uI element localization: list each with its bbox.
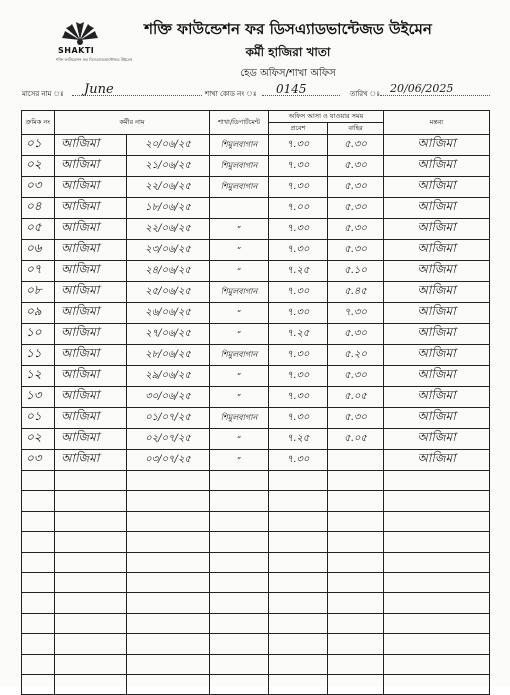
serial-cell: ১২ [22,366,55,387]
serial-cell [22,674,55,694]
name-cell: আজিমা [55,198,127,219]
exit-time-cell [328,674,384,694]
date-cell: ০১/০৭/২৫ [127,408,210,429]
branch-cell [210,613,269,633]
entry-time-cell [269,654,328,674]
branch-cell: ” [210,450,269,471]
date-cell [127,674,210,694]
table-row [22,240,490,261]
entry-time-cell: ৭.৩০ [269,156,328,177]
exit-time-cell [328,634,384,654]
name-cell: আজিমা [55,450,127,471]
exit-time-cell [328,654,384,674]
remarks-cell: আজিমা [384,303,490,324]
branch-cell: ” [210,429,269,450]
branch-cell: শিমুলবাগান [210,177,269,198]
entry-time-cell: ৭.৩০ [269,177,328,198]
name-cell: আজিমা [55,408,127,429]
table-row [22,593,490,613]
table-row [22,156,490,177]
date-label: তারিখ ঃ [350,90,380,98]
name-cell [55,654,127,674]
date-cell: ২৬/০৬/২৫ [127,303,210,324]
serial-cell [22,471,55,491]
month-label: মাসের নাম ঃ [22,90,64,98]
serial-cell [22,634,55,654]
branch-cell [210,674,269,694]
attendance-table [21,110,490,695]
remarks-cell [384,613,490,633]
remarks-cell [384,674,490,694]
table-row [22,613,490,633]
name-cell: আজিমা [55,156,127,177]
remarks-cell [384,511,490,531]
name-cell [55,593,127,613]
entry-time-cell [269,471,328,491]
name-cell [55,491,127,511]
entry-time-cell: ৭.৩০ [269,345,328,366]
date-cell: ২৪/০৬/২৫ [127,261,210,282]
header-name: কর্মীর নাম [55,111,210,135]
serial-cell: ০৯ [22,303,55,324]
entry-time-cell [269,511,328,531]
branch-cell [210,491,269,511]
date-cell: ২৮/০৬/২৫ [127,345,210,366]
branch-cell [210,654,269,674]
date-cell: ২৩/০৬/২৫ [127,240,210,261]
entry-time-cell: ৭.৩০ [269,387,328,408]
remarks-cell [384,654,490,674]
branch-cell [210,511,269,531]
remarks-cell: আজিমা [384,198,490,219]
table-row [22,674,490,694]
remarks-cell: আজিমা [384,282,490,303]
serial-cell: ০২ [22,429,55,450]
entry-time-cell [269,532,328,552]
date-cell: ০২/০৭/২৫ [127,429,210,450]
name-cell [55,532,127,552]
exit-time-cell [328,593,384,613]
table-row [22,261,490,282]
exit-time-cell [328,450,384,471]
branch-cell: শিমুলবাগান [210,345,269,366]
remarks-cell: আজিমা [384,156,490,177]
serial-cell [22,572,55,592]
remarks-cell: আজিমা [384,219,490,240]
branch-cell [210,532,269,552]
entry-time-cell [269,674,328,694]
date-cell [127,572,210,592]
branch-cell: ” [210,240,269,261]
name-cell [55,471,127,491]
serial-cell [22,532,55,552]
entry-time-cell: ৭.৩০ [269,366,328,387]
date-cell [127,634,210,654]
branch-cell: ” [210,366,269,387]
branch-cell: শিমুলবাগান [210,135,269,156]
branch-cell: ” [210,219,269,240]
table-row [22,198,490,219]
serial-cell: ০১ [22,408,55,429]
name-cell: আজিমা [55,219,127,240]
exit-time-cell [328,613,384,633]
exit-time-cell: ৫.৩০ [328,177,384,198]
entry-time-cell: ৭.৩০ [269,303,328,324]
branch-cell: শিমুলবাগান [210,408,269,429]
serial-cell: ০৫ [22,219,55,240]
branch-cell [210,198,269,219]
exit-time-cell: ৫.০৫ [328,429,384,450]
serial-cell: ০৩ [22,177,55,198]
table-row [22,282,490,303]
date-cell [127,511,210,531]
name-cell: আজিমা [55,303,127,324]
exit-time-cell [328,471,384,491]
table-row [22,135,490,156]
entry-time-cell: ৭.৩০ [269,219,328,240]
date-cell: ২২/০৬/২৫ [127,177,210,198]
entry-time-cell [269,593,328,613]
logo-tagline: শক্তি ফাউন্ডেশন ফর ডিসএ্যাডভান্টেজড উইমেন [56,57,133,62]
branch-cell: ” [210,387,269,408]
name-cell [55,634,127,654]
remarks-cell: আজিমা [384,177,490,198]
date-cell [127,593,210,613]
exit-time-cell: ৫.২০ [328,345,384,366]
table-row [22,219,490,240]
date-cell: ১৮/০৬/২৫ [127,198,210,219]
serial-cell: ১৩ [22,387,55,408]
date-value: 20/06/2025 [390,82,454,95]
table-row [22,654,490,674]
entry-time-cell [269,552,328,572]
exit-time-cell: ৫.১০ [328,261,384,282]
branch-cell: শিমুলবাগান [210,282,269,303]
entry-time-cell: ৭.৩০ [269,450,328,471]
name-cell: আজিমা [55,261,127,282]
exit-time-cell: ৫.৩০ [328,240,384,261]
remarks-cell [384,552,490,572]
serial-cell [22,552,55,572]
name-cell: আজিমা [55,240,127,261]
remarks-cell [384,471,490,491]
entry-time-cell [269,634,328,654]
branch-code-label: শাখা কোড নং ঃ [205,90,257,98]
date-underline [380,95,490,96]
exit-time-cell [328,532,384,552]
date-cell: ২৫/০৬/২৫ [127,282,210,303]
exit-time-cell: ৫.৩০ [328,366,384,387]
exit-time-cell: ৫.৩০ [328,408,384,429]
name-cell: আজিমা [55,135,127,156]
table-row [22,532,490,552]
name-cell: আজিমা [55,282,127,303]
name-cell [55,511,127,531]
exit-time-cell: ৫.০৫ [328,387,384,408]
serial-cell [22,593,55,613]
name-cell: আজিমা [55,177,127,198]
header-exit: বাহির [328,123,384,135]
exit-time-cell: ৫.৪৫ [328,282,384,303]
remarks-cell: আজিমা [384,345,490,366]
serial-cell: ০৪ [22,198,55,219]
remarks-cell: আজিমা [384,429,490,450]
branch-cell: ” [210,324,269,345]
date-cell: ২২/০৬/২৫ [127,219,210,240]
date-cell: ৩০/০৬/২৫ [127,387,210,408]
name-cell: আজিমা [55,429,127,450]
date-cell [127,532,210,552]
entry-time-cell: ৭.৩০ [269,135,328,156]
table-row [22,491,490,511]
table-row [22,471,490,491]
date-cell: ২১/০৬/২৫ [127,156,210,177]
date-cell [127,552,210,572]
branch-cell [210,552,269,572]
table-row [22,634,490,654]
name-cell [55,552,127,572]
entry-time-cell: ৭.২৫ [269,324,328,345]
exit-time-cell: ৫.৩০ [328,135,384,156]
logo-name: SHAKTI [58,46,95,55]
header-remarks: মন্তব্য [384,111,490,135]
remarks-cell: আজিমা [384,408,490,429]
remarks-cell: আজিমা [384,450,490,471]
serial-cell: ১০ [22,324,55,345]
table-row [22,177,490,198]
name-cell: আজিমা [55,345,127,366]
page-title: শক্তি ফাউন্ডেশন ফর ডিসএ্যাডভান্টেজড উইমেন [144,20,432,38]
serial-cell: ০৭ [22,261,55,282]
name-cell: আজিমা [55,387,127,408]
exit-time-cell [328,491,384,511]
serial-cell: ০২ [22,156,55,177]
serial-cell: ০১ [22,135,55,156]
branch-cell: শিমুলবাগান [210,156,269,177]
header-entry: প্রবেশ [269,123,328,135]
header-branch: শাখা/ডিপার্টমেন্ট [210,111,269,135]
table-row [22,429,490,450]
name-cell: আজিমা [55,324,127,345]
exit-time-cell [328,511,384,531]
name-cell [55,613,127,633]
remarks-cell: আজিমা [384,324,490,345]
name-cell [55,674,127,694]
office-label: হেড অফিস/শাখা অফিস [240,68,336,79]
table-row [22,408,490,429]
exit-time-cell: ৫.৩০ [328,219,384,240]
month-value: June [84,82,114,97]
entry-time-cell: ৭.৩০ [269,240,328,261]
entry-time-cell: ৭.৩০ [269,282,328,303]
serial-cell [22,511,55,531]
serial-cell: ০৮ [22,282,55,303]
name-cell: আজিমা [55,366,127,387]
branch-cell [210,634,269,654]
date-cell: ০৩/০৭/২৫ [127,450,210,471]
branch-code-value: 0145 [276,82,307,96]
table-row [22,366,490,387]
date-cell: ২৭/০৬/২৫ [127,324,210,345]
remarks-cell: আজিমা [384,135,490,156]
remarks-cell: আজিমা [384,240,490,261]
serial-cell [22,613,55,633]
exit-time-cell: ৫.৩০ [328,198,384,219]
serial-cell: ০৬ [22,240,55,261]
exit-time-cell: ৫.৩০ [328,324,384,345]
exit-time-cell [328,552,384,572]
table-row [22,552,490,572]
table-row [22,387,490,408]
date-cell [127,654,210,674]
remarks-cell [384,634,490,654]
serial-cell [22,654,55,674]
date-cell [127,613,210,633]
date-cell [127,471,210,491]
entry-time-cell [269,491,328,511]
branch-cell [210,593,269,613]
remarks-cell [384,572,490,592]
table-row [22,450,490,471]
entry-time-cell: ৭.২৫ [269,429,328,450]
serial-cell [22,491,55,511]
header-serial: ক্রমিক নং [22,111,55,135]
remarks-cell: আজিমা [384,366,490,387]
entry-time-cell [269,613,328,633]
remarks-cell [384,491,490,511]
branch-cell: ” [210,303,269,324]
date-cell [127,491,210,511]
remarks-cell: আজিমা [384,261,490,282]
entry-time-cell [269,572,328,592]
exit-time-cell: ৫.৩০ [328,156,384,177]
serial-cell: ০৩ [22,450,55,471]
header-time-group: অফিস আসা ও যাওয়ার সময় [269,111,384,123]
table-row [22,324,490,345]
name-cell [55,572,127,592]
remarks-cell: আজিমা [384,387,490,408]
date-cell: ২৯/০৬/২৫ [127,366,210,387]
remarks-cell [384,593,490,613]
branch-cell [210,471,269,491]
remarks-cell [384,532,490,552]
date-cell: ২০/০৬/২৫ [127,135,210,156]
entry-time-cell: ৭.০০ [269,198,328,219]
table-row [22,572,490,592]
entry-time-cell: ৭.২৫ [269,261,328,282]
table-row [22,511,490,531]
table-row [22,345,490,366]
branch-cell: ” [210,261,269,282]
serial-cell: ১১ [22,345,55,366]
exit-time-cell [328,572,384,592]
entry-time-cell: ৭.৩০ [269,408,328,429]
branch-cell [210,572,269,592]
page-subtitle: কর্মী হাজিরা খাতা [245,45,331,59]
table-row [22,303,490,324]
exit-time-cell: ৭.৩০ [328,303,384,324]
